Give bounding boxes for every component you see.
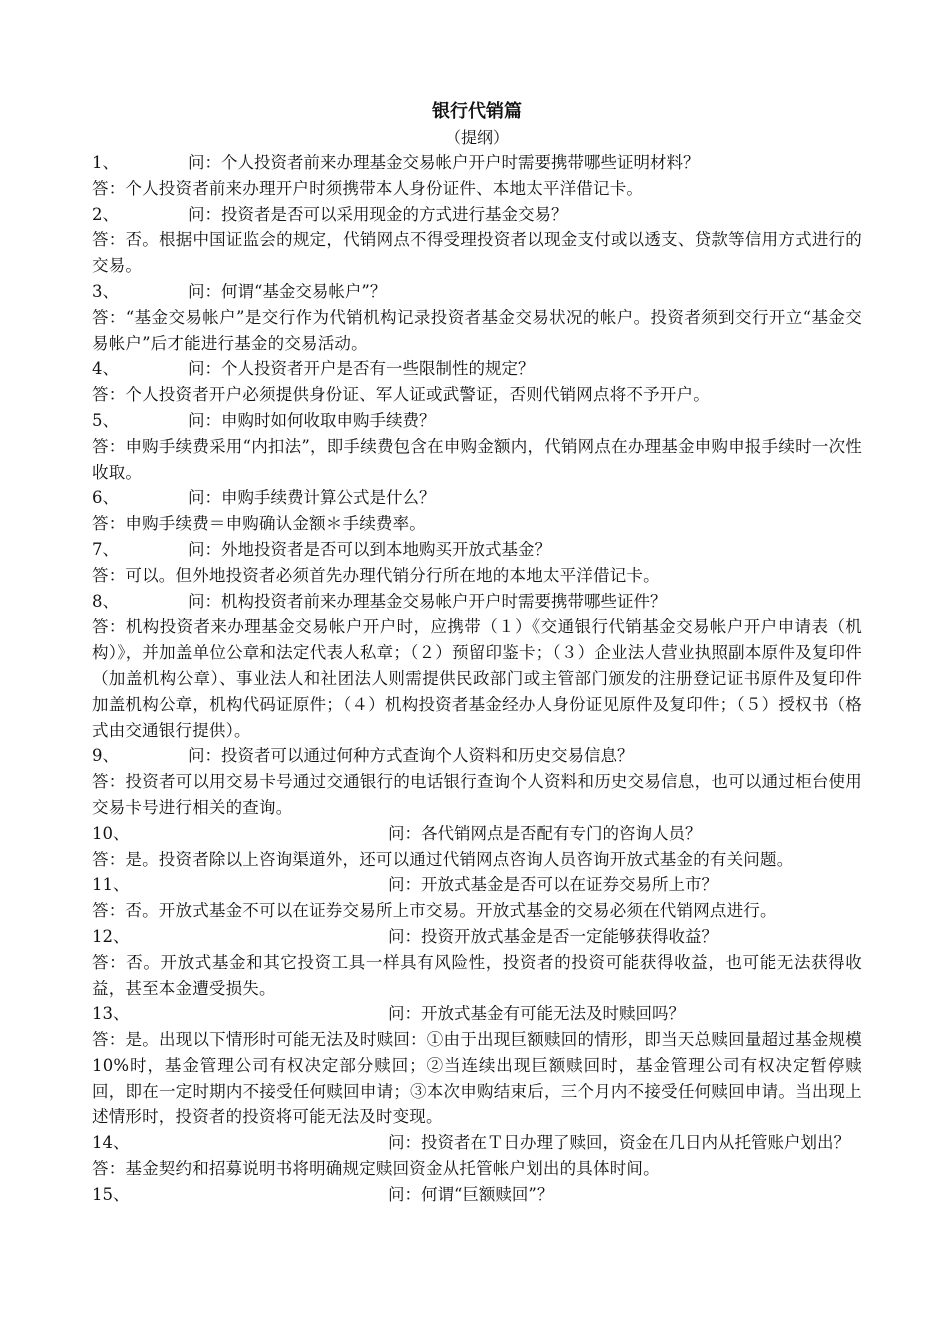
question-text: 问：投资者在Ｔ日办理了赎回，资金在几日内从托管账户划出？ bbox=[388, 1133, 850, 1153]
question-number: 4、 bbox=[92, 359, 119, 379]
question-number: 5、 bbox=[92, 410, 119, 430]
question-row bbox=[92, 743, 862, 769]
question-number: 14、 bbox=[92, 1133, 130, 1153]
question-row bbox=[92, 537, 862, 563]
question-number: 12、 bbox=[92, 926, 130, 946]
question-number: 6、 bbox=[92, 488, 119, 508]
document-page bbox=[92, 98, 862, 1208]
question-row bbox=[92, 872, 862, 898]
answer-text: 答：是。投资者除以上咨询渠道外，还可以通过代销网点咨询人员咨询开放式基金的有关问题。 bbox=[92, 849, 794, 869]
document-subtitle: （提纲） bbox=[444, 128, 509, 147]
answer-text: 答：个人投资者开户必须提供身份证、军人证或武警证，否则代销网点将不予开户。 bbox=[92, 385, 710, 405]
question-number: 8、 bbox=[92, 591, 119, 611]
answer-text: 答：投资者可以用交易卡号通过交通银行的电话银行查询个人资料和历史交易信息，也可以通过柜台使用交易卡号进行相关的查询。 bbox=[92, 772, 862, 817]
document-title: 银行代销篇 bbox=[432, 101, 522, 122]
question-number: 2、 bbox=[92, 204, 119, 224]
answer-text: 答：否。开放式基金不可以在证券交易所上市交易。开放式基金的交易必须在代销网点进行。 bbox=[92, 901, 777, 921]
question-number: 10、 bbox=[92, 823, 130, 843]
question-row bbox=[92, 150, 862, 176]
answer-text: 答：否。开放式基金和其它投资工具一样具有风险性，投资者的投资可能获得收益，也可能无法获得收益，甚至本金遭受损失。 bbox=[92, 952, 862, 998]
answer-text: 答：是。出现以下情形时可能无法及时赎回：①由于出现巨额赎回的情形，即当天总赎回量超过基金规模10%时，基金管理公司有权决定部分赎回；②当连续出现巨额赎回时，基金管理公司有权决定暂停赎回，即在一定时期内不接受任何赎回申请；③本次申购结束后，三个月内不接受任何赎回申请。当出现上述情形时，投资者的投资将可能无法及时变现。 bbox=[92, 1030, 862, 1127]
question-text: 问：开放式基金是否可以在证券交易所上市？ bbox=[388, 875, 718, 895]
answer-text: 答：否。根据中国证监会的规定，代销网点不得受理投资者以现金支付或以透支、贷款等信用方式进行的交易。 bbox=[92, 230, 862, 276]
question-text: 问：各代销网点是否配有专门的咨询人员？ bbox=[388, 823, 702, 843]
answer-text: 答：可以。但外地投资者必须首先办理代销分行所在地的本地太平洋借记卡。 bbox=[92, 565, 660, 585]
question-text: 问：投资开放式基金是否一定能够获得收益？ bbox=[388, 926, 718, 946]
question-row bbox=[92, 485, 862, 511]
answer-text: 答：申购手续费采用“内扣法”，即手续费包含在申购金额内，代销网点在办理基金申购申报手续时一次性收取。 bbox=[92, 436, 862, 482]
answer-text: 答：基金契约和招募说明书将明确规定赎回资金从托管帐户划出的具体时间。 bbox=[92, 1159, 660, 1179]
question-text: 问：开放式基金有可能无法及时赎回吗？ bbox=[388, 1004, 685, 1024]
answer-text: 答：申购手续费＝申购确认金额＊手续费率。 bbox=[92, 514, 426, 534]
answer-text: 答：机构投资者来办理基金交易帐户开户时，应携带（１）《交通银行代销基金交易帐户开户申请表（机构）》，并加盖单位公章和法定代表人私章；（２）预留印鉴卡；（３）企业法人营业执照副本原件及复印件（加盖机构公章）、事业法人和社团法人则需提供民政部门或主管部门颁发的注册登记证书原件及复印件加盖机构公章，机构代码证原件；（４）机构投资者基金经办人身份证见原件及复印件；（５）授权书（格式由交通银行提供）。 bbox=[92, 617, 862, 740]
answer-text: 答：“基金交易帐户”是交行作为代销机构记录投资者基金交易状况的帐户。投资者须到交行开立“基金交易帐户”后才能进行基金的交易活动。 bbox=[92, 307, 862, 353]
question-text: 问：何谓“基金交易帐户”？ bbox=[188, 281, 387, 301]
question-text: 问：何谓“巨额赎回”？ bbox=[388, 1184, 554, 1204]
question-row bbox=[92, 1001, 862, 1027]
question-text: 问：个人投资者开户是否有一些限制性的规定？ bbox=[188, 359, 535, 379]
question-number: 1、 bbox=[92, 153, 119, 172]
question-row bbox=[92, 1130, 862, 1156]
question-row bbox=[92, 589, 862, 615]
question-row bbox=[92, 356, 862, 382]
question-number: 15、 bbox=[92, 1184, 130, 1204]
question-text: 问：投资者是否可以采用现金的方式进行基金交易？ bbox=[188, 204, 568, 224]
question-row bbox=[92, 279, 862, 305]
question-row bbox=[92, 1182, 862, 1208]
question-text: 问：外地投资者是否可以到本地购买开放式基金？ bbox=[188, 539, 551, 559]
question-text: 问：投资者可以通过何种方式查询个人资料和历史交易信息？ bbox=[188, 746, 634, 766]
question-row bbox=[92, 202, 862, 228]
question-text: 问：申购手续费计算公式是什么？ bbox=[188, 488, 436, 508]
answer-text: 答：个人投资者前来办理开户时须携带本人身份证件、本地太平洋借记卡。 bbox=[92, 178, 644, 198]
question-text: 问：申购时如何收取申购手续费？ bbox=[188, 410, 436, 430]
question-number: 13、 bbox=[92, 1004, 130, 1024]
question-text: 问：机构投资者前来办理基金交易帐户开户时需要携带哪些证件？ bbox=[188, 591, 667, 611]
question-number: 3、 bbox=[92, 281, 119, 301]
question-text: 问：个人投资者前来办理基金交易帐户开户时需要携带哪些证明材料？ bbox=[188, 153, 700, 172]
question-number: 7、 bbox=[92, 539, 119, 559]
question-row bbox=[92, 408, 862, 434]
question-number: 11、 bbox=[92, 875, 130, 895]
question-number: 9、 bbox=[92, 746, 119, 766]
question-row bbox=[92, 821, 862, 847]
question-row bbox=[92, 924, 862, 950]
